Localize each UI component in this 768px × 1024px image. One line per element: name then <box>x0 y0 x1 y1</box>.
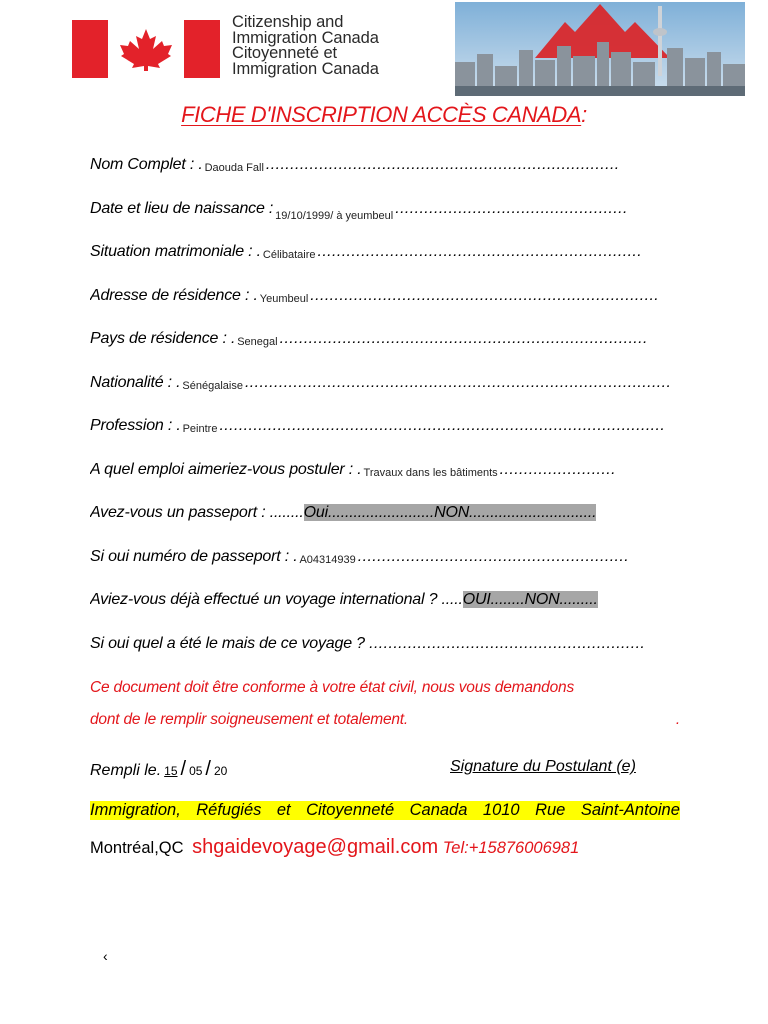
instruction-note <box>90 672 690 736</box>
field-value: Daouda Fall <box>204 162 264 174</box>
field-value: 19/10/1999/ à yeumbeul <box>275 210 394 222</box>
field-nationality: Nationalité : . Sénégalaise ........................................................................................ <box>90 374 672 392</box>
field-value: Senegal <box>237 336 278 348</box>
note-end: . <box>675 711 680 728</box>
field-value: Célibataire <box>262 249 316 261</box>
filled-date: Rempli le. 15 / 05 / 20 <box>90 758 230 781</box>
agency-line: Immigration Canada <box>232 59 379 78</box>
field-value: Yeumbeul <box>259 293 309 305</box>
field-travel-month: Si oui quel a été le mais de ce voyage ? ......................................................... <box>90 635 646 652</box>
field-value: Sénégalaise <box>182 380 243 392</box>
signature-label: Signature du Postulant (e) <box>450 758 636 775</box>
field-value: Peintre <box>182 423 218 435</box>
field-address: Adresse de résidence : . Yeumbeul ........................................................................ <box>90 287 660 305</box>
field-profession: Profession : . Peintre ............................................................................................ <box>90 417 666 435</box>
field-value: A04314939 <box>299 554 356 566</box>
office-address: Immigration, Réfugiés et Citoyenneté Canada 1010 Rue Saint-Antoine <box>90 801 680 819</box>
field-desired-job: A quel emploi aimeriez-vous postuler : . Travaux dans les bâtiments ........................ <box>90 461 616 479</box>
agency-line: Citizenship and <box>232 13 344 31</box>
email-link[interactable]: shgaidevoyage@gmail.com <box>192 836 439 858</box>
phone-number: Tel:+15876006981 <box>442 839 580 857</box>
note-line: dont de le remplir soigneusement et totalement. <box>90 711 409 728</box>
page-title: FICHE D'INSCRIPTION ACCÈS CANADA: <box>181 102 587 127</box>
field-travel-question: Aviez-vous déjà effectué un voyage international ? .....OUI........NON......... <box>90 591 598 608</box>
contact-line <box>90 836 579 859</box>
field-value: Travaux dans les bâtiments <box>363 467 498 479</box>
date-month: 05 <box>189 764 203 778</box>
maple-leaf-icon <box>118 27 174 71</box>
passport-answer-highlight: Oui.........................NON.............................. <box>303 504 597 521</box>
travel-answer-highlight: OUI........NON......... <box>462 591 598 608</box>
footer-mark: ‹ <box>103 948 108 964</box>
agency-line: Immigration Canada <box>232 28 379 47</box>
canada-flag <box>72 20 220 78</box>
field-country: Pays de résidence : . Senegal ............................................................................ <box>90 330 648 348</box>
date-year: 20 <box>213 764 228 778</box>
field-passport-number: Si oui numéro de passeport : . A04314939 ........................................................ <box>90 548 630 566</box>
field-full-name: Nom Complet : . Daouda Fall ......................................................................... <box>90 156 620 174</box>
agency-name <box>232 15 452 77</box>
field-marital-status: Situation matrimoniale : . Célibataire ................................................................... <box>90 243 643 261</box>
address-city: Montréal,QC <box>90 839 184 857</box>
field-birth: Date et lieu de naissance : $_{19/10/1999/ à yeumbeul}$ ................................................ <box>90 200 628 222</box>
agency-line: Citoyenneté et <box>232 44 338 62</box>
note-line: Ce document doit être conforme à votre état civil, nous vous demandons <box>90 679 574 696</box>
field-passport-question: Avez-vous un passeport : ........Oui.........................NON.............................. <box>90 504 597 521</box>
toronto-skyline-image <box>455 2 745 96</box>
date-day: 15 <box>164 764 178 778</box>
